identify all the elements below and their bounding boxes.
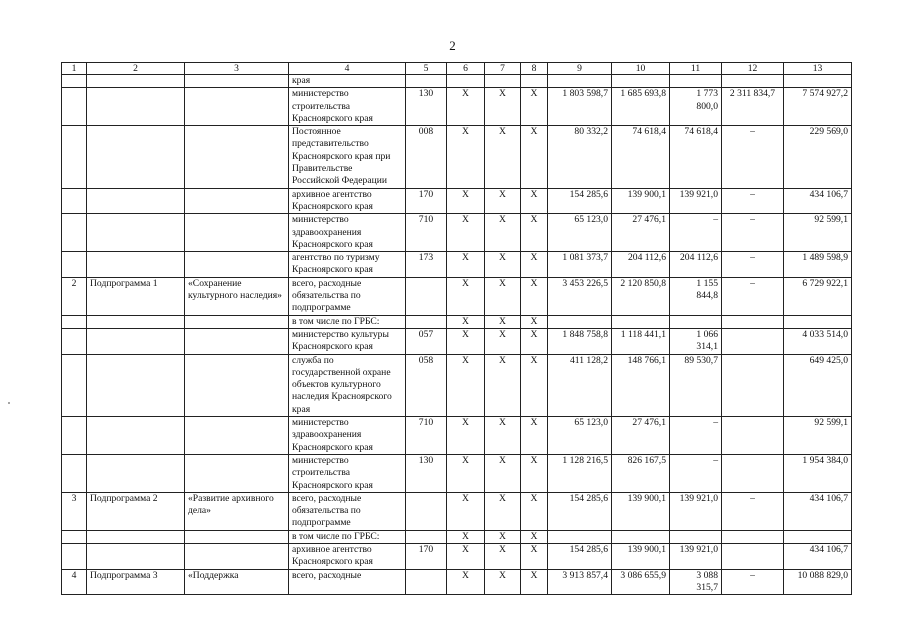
table-cell: 204 112,6 — [670, 252, 722, 278]
table-cell: Х — [485, 214, 521, 252]
table-cell — [87, 417, 185, 455]
table-cell: всего, расходные — [289, 569, 406, 595]
table-cell — [185, 543, 289, 569]
table-cell: – — [670, 454, 722, 492]
table-cell: министерство культуры Красноярского края — [289, 328, 406, 354]
table-cell: 3 913 857,4 — [548, 569, 612, 595]
table-cell: Х — [447, 88, 485, 126]
table-row — [62, 417, 852, 455]
table-cell: Х — [447, 417, 485, 455]
table-cell — [62, 417, 87, 455]
table-cell: Х — [485, 354, 521, 416]
table-cell — [784, 315, 852, 328]
table-cell: Х — [485, 569, 521, 595]
budget-table — [61, 62, 852, 595]
column-header-12: 12 — [722, 63, 784, 75]
table-cell: 139 921,0 — [670, 543, 722, 569]
table-cell: служба по государственной охране объектов культурного наследия Красноярского края — [289, 354, 406, 416]
table-cell: 710 — [406, 417, 447, 455]
table-cell — [62, 530, 87, 543]
table-cell — [62, 328, 87, 354]
table-cell — [185, 315, 289, 328]
table-row — [62, 492, 852, 530]
table-cell: 3 088 315,7 — [670, 569, 722, 595]
table-cell: 139 900,1 — [612, 492, 670, 530]
table-cell — [406, 75, 447, 88]
table-cell: 826 167,5 — [612, 454, 670, 492]
table-cell: Х — [447, 252, 485, 278]
table-row — [62, 75, 852, 88]
table-cell: министерство строительства Красноярского края — [289, 88, 406, 126]
table-cell: архивное агентство Красноярского края — [289, 188, 406, 214]
table-cell: Х — [485, 126, 521, 188]
table-cell — [612, 315, 670, 328]
table-cell — [406, 530, 447, 543]
budget-table-sheet — [61, 62, 852, 595]
table-cell: Х — [485, 530, 521, 543]
table-cell — [87, 328, 185, 354]
table-row — [62, 252, 852, 278]
table-cell — [62, 188, 87, 214]
table-cell: 1 685 693,8 — [612, 88, 670, 126]
table-cell: 92 599,1 — [784, 214, 852, 252]
table-cell: Подпрограмма 2 — [87, 492, 185, 530]
table-cell: 130 — [406, 454, 447, 492]
table-cell — [722, 75, 784, 88]
table-cell: Х — [521, 530, 548, 543]
table-cell — [670, 530, 722, 543]
table-cell: 2 120 850,8 — [612, 277, 670, 315]
table-cell — [62, 214, 87, 252]
table-cell: Х — [485, 88, 521, 126]
table-cell: Х — [447, 188, 485, 214]
table-cell — [62, 354, 87, 416]
scan-speck — [8, 402, 10, 404]
table-cell: Х — [521, 126, 548, 188]
table-cell — [87, 88, 185, 126]
table-cell: 154 285,6 — [548, 543, 612, 569]
column-header-1: 1 — [62, 63, 87, 75]
table-cell: Х — [447, 328, 485, 354]
table-cell: 434 106,7 — [784, 188, 852, 214]
table-cell — [185, 530, 289, 543]
table-cell: 154 285,6 — [548, 188, 612, 214]
table-cell: Х — [521, 188, 548, 214]
table-cell: – — [722, 188, 784, 214]
table-cell: всего, расходные обязательства по подпрограмме — [289, 277, 406, 315]
table-cell: Х — [447, 543, 485, 569]
table-cell — [722, 354, 784, 416]
table-cell: Х — [521, 569, 548, 595]
table-cell: 154 285,6 — [548, 492, 612, 530]
table-cell: 1 155 844,8 — [670, 277, 722, 315]
table-cell — [612, 530, 670, 543]
table-cell: 65 123,0 — [548, 417, 612, 455]
table-cell: Х — [447, 277, 485, 315]
table-cell: 139 900,1 — [612, 188, 670, 214]
table-cell — [548, 315, 612, 328]
table-cell — [87, 126, 185, 188]
table-cell: 2 311 834,7 — [722, 88, 784, 126]
table-cell: 173 — [406, 252, 447, 278]
table-cell — [722, 417, 784, 455]
table-cell — [670, 315, 722, 328]
table-cell: края — [289, 75, 406, 88]
column-header-4: 4 — [289, 63, 406, 75]
table-cell: Х — [521, 417, 548, 455]
table-cell: 92 599,1 — [784, 417, 852, 455]
table-cell: Х — [447, 315, 485, 328]
table-cell: 74 618,4 — [612, 126, 670, 188]
table-row — [62, 454, 852, 492]
table-cell — [62, 75, 87, 88]
table-cell: Х — [521, 328, 548, 354]
table-cell: 89 530,7 — [670, 354, 722, 416]
column-header-13: 13 — [784, 63, 852, 75]
table-row — [62, 188, 852, 214]
table-cell — [185, 214, 289, 252]
table-row — [62, 530, 852, 543]
page-number: 2 — [449, 38, 456, 53]
table-cell: – — [722, 492, 784, 530]
table-cell: 411 128,2 — [548, 354, 612, 416]
table-cell: 434 106,7 — [784, 492, 852, 530]
table-cell: 1 803 598,7 — [548, 88, 612, 126]
table-cell: 1 773 800,0 — [670, 88, 722, 126]
table-cell — [185, 126, 289, 188]
table-cell: в том числе по ГРБС: — [289, 530, 406, 543]
table-cell — [87, 75, 185, 88]
table-cell: 65 123,0 — [548, 214, 612, 252]
column-header-2: 2 — [87, 63, 185, 75]
table-cell: Х — [447, 214, 485, 252]
table-row — [62, 569, 852, 595]
table-cell: 1 848 758,8 — [548, 328, 612, 354]
table-cell: «Развитие архивного дела» — [185, 492, 289, 530]
table-cell: 27 476,1 — [612, 417, 670, 455]
column-header-8: 8 — [521, 63, 548, 75]
table-cell: 139 921,0 — [670, 188, 722, 214]
table-cell: 74 618,4 — [670, 126, 722, 188]
table-row — [62, 88, 852, 126]
table-row — [62, 214, 852, 252]
table-cell: Подпрограмма 3 — [87, 569, 185, 595]
column-header-6: 6 — [447, 63, 485, 75]
table-cell: Х — [521, 354, 548, 416]
table-cell: Х — [521, 454, 548, 492]
table-cell — [62, 543, 87, 569]
table-cell — [87, 543, 185, 569]
table-cell: 7 574 927,2 — [784, 88, 852, 126]
table-cell: Х — [485, 188, 521, 214]
table-cell: министерство здравоохранения Красноярского края — [289, 417, 406, 455]
table-cell: 4 — [62, 569, 87, 595]
table-cell — [722, 543, 784, 569]
table-cell: 139 900,1 — [612, 543, 670, 569]
table-cell: 1 954 384,0 — [784, 454, 852, 492]
column-header-9: 9 — [548, 63, 612, 75]
table-cell: в том числе по ГРБС: — [289, 315, 406, 328]
table-cell — [521, 75, 548, 88]
table-cell — [185, 328, 289, 354]
table-cell: 130 — [406, 88, 447, 126]
table-cell: 3 453 226,5 — [548, 277, 612, 315]
table-cell — [670, 75, 722, 88]
table-cell: 139 921,0 — [670, 492, 722, 530]
table-cell: Х — [485, 454, 521, 492]
table-cell: – — [670, 214, 722, 252]
table-row — [62, 126, 852, 188]
table-cell — [87, 530, 185, 543]
table-cell — [185, 88, 289, 126]
table-cell: Х — [521, 214, 548, 252]
table-cell: Х — [447, 492, 485, 530]
table-cell: 058 — [406, 354, 447, 416]
table-cell: 008 — [406, 126, 447, 188]
table-cell — [185, 188, 289, 214]
table-cell: 6 729 922,1 — [784, 277, 852, 315]
table-cell: – — [670, 417, 722, 455]
table-cell: Х — [447, 530, 485, 543]
table-row — [62, 315, 852, 328]
table-cell — [185, 454, 289, 492]
column-header-10: 10 — [612, 63, 670, 75]
table-cell: Х — [521, 252, 548, 278]
table-cell: 3 086 655,9 — [612, 569, 670, 595]
table-cell — [485, 75, 521, 88]
table-cell: Х — [447, 354, 485, 416]
table-cell — [62, 454, 87, 492]
table-cell: 1 118 441,1 — [612, 328, 670, 354]
table-cell: 170 — [406, 188, 447, 214]
table-cell: Постоянное представительство Красноярского края при Правительстве Российской Федерации — [289, 126, 406, 188]
table-cell: Х — [447, 454, 485, 492]
table-cell — [87, 252, 185, 278]
table-cell: Х — [447, 126, 485, 188]
table-cell: Х — [521, 88, 548, 126]
table-cell: – — [722, 277, 784, 315]
table-cell — [722, 328, 784, 354]
table-cell: 148 766,1 — [612, 354, 670, 416]
table-cell — [722, 315, 784, 328]
table-cell: Х — [521, 543, 548, 569]
table-cell — [722, 530, 784, 543]
table-cell: «Поддержка — [185, 569, 289, 595]
table-cell: агентство по туризму Красноярского края — [289, 252, 406, 278]
table-cell: – — [722, 126, 784, 188]
table-cell — [62, 315, 87, 328]
table-cell: 710 — [406, 214, 447, 252]
table-row — [62, 543, 852, 569]
table-cell — [62, 252, 87, 278]
table-cell: 1 128 216,5 — [548, 454, 612, 492]
table-cell: 170 — [406, 543, 447, 569]
table-cell — [406, 569, 447, 595]
table-cell: 057 — [406, 328, 447, 354]
table-cell: – — [722, 252, 784, 278]
table-cell — [62, 88, 87, 126]
table-cell: Х — [485, 492, 521, 530]
column-header-7: 7 — [485, 63, 521, 75]
table-cell: Х — [521, 492, 548, 530]
table-cell — [548, 75, 612, 88]
table-cell: Подпрограмма 1 — [87, 277, 185, 315]
table-cell: 1 066 314,1 — [670, 328, 722, 354]
table-cell: Х — [485, 417, 521, 455]
table-cell: 204 112,6 — [612, 252, 670, 278]
header-row — [62, 63, 852, 75]
table-cell — [185, 417, 289, 455]
table-cell: 1 081 373,7 — [548, 252, 612, 278]
table-cell — [62, 126, 87, 188]
table-body — [62, 75, 852, 595]
table-cell: архивное агентство Красноярского края — [289, 543, 406, 569]
table-cell: 80 332,2 — [548, 126, 612, 188]
table-cell: Х — [521, 315, 548, 328]
table-cell — [548, 530, 612, 543]
column-header-3: 3 — [185, 63, 289, 75]
table-cell — [185, 354, 289, 416]
table-cell — [87, 188, 185, 214]
table-cell: «Сохранение культурного наследия» — [185, 277, 289, 315]
table-cell: всего, расходные обязательства по подпрограмме — [289, 492, 406, 530]
table-cell — [722, 454, 784, 492]
column-header-5: 5 — [406, 63, 447, 75]
table-cell: министерство здравоохранения Красноярского края — [289, 214, 406, 252]
table-cell: Х — [485, 252, 521, 278]
table-cell: 2 — [62, 277, 87, 315]
table-cell — [185, 75, 289, 88]
table-cell: Х — [485, 543, 521, 569]
table-row — [62, 354, 852, 416]
table-cell: 434 106,7 — [784, 543, 852, 569]
table-row — [62, 328, 852, 354]
table-cell: 27 476,1 — [612, 214, 670, 252]
table-cell — [612, 75, 670, 88]
table-cell — [87, 214, 185, 252]
table-cell — [87, 315, 185, 328]
table-cell — [447, 75, 485, 88]
table-cell: 4 033 514,0 — [784, 328, 852, 354]
table-cell — [784, 75, 852, 88]
table-cell: 229 569,0 — [784, 126, 852, 188]
table-cell: 3 — [62, 492, 87, 530]
table-cell: 1 489 598,9 — [784, 252, 852, 278]
table-cell: 10 088 829,0 — [784, 569, 852, 595]
table-cell — [87, 354, 185, 416]
table-cell: Х — [485, 277, 521, 315]
table-cell — [185, 252, 289, 278]
table-cell: Х — [447, 569, 485, 595]
table-cell — [784, 530, 852, 543]
table-cell — [87, 454, 185, 492]
table-cell — [406, 277, 447, 315]
table-row — [62, 277, 852, 315]
table-cell: 649 425,0 — [784, 354, 852, 416]
table-cell: Х — [521, 277, 548, 315]
table-cell: Х — [485, 328, 521, 354]
table-cell — [406, 492, 447, 530]
table-cell: – — [722, 569, 784, 595]
table-cell: – — [722, 214, 784, 252]
table-cell: Х — [485, 315, 521, 328]
table-cell — [406, 315, 447, 328]
table-cell: министерство строительства Красноярского края — [289, 454, 406, 492]
column-header-11: 11 — [670, 63, 722, 75]
